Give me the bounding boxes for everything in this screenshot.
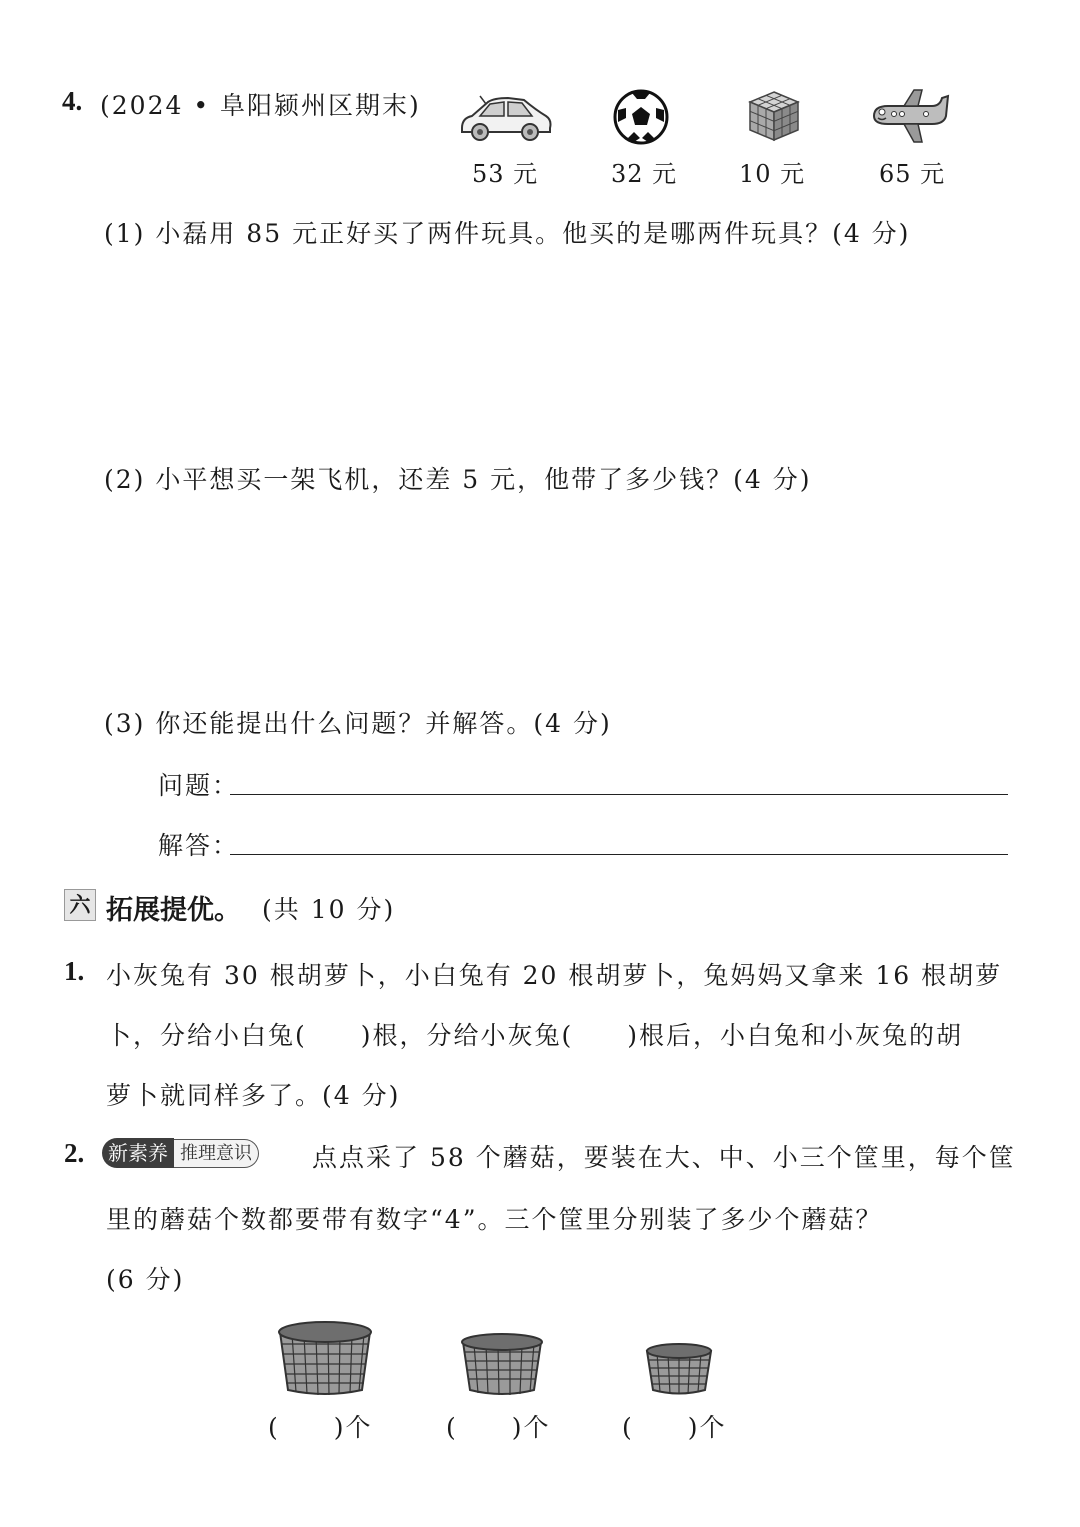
rubiks-cube-price: 10 元 xyxy=(739,160,806,188)
badge-main-label: 新素养 xyxy=(102,1138,174,1168)
section-six-icon: 六 xyxy=(64,889,96,921)
rubiks-cube-icon xyxy=(746,88,802,144)
q1-line2: 卜，分给小白兔( )根，分给小灰兔( )根后，小白兔和小灰兔的胡 xyxy=(106,1021,964,1050)
large-basket-icon xyxy=(276,1320,374,1396)
car-icon xyxy=(458,90,554,146)
medium-basket-blank[interactable]: ( )个 xyxy=(446,1413,551,1442)
q4-sub1: (1) 小磊用 85 元正好买了两件玩具。他买的是哪两件玩具？(4 分) xyxy=(104,219,911,248)
literacy-badge xyxy=(102,1138,259,1168)
q4-sub2: (2) 小平想买一架飞机，还差 5 元，他带了多少钱？(4 分) xyxy=(104,465,812,494)
q2-line2: 里的蘑菇个数都要带有数字“4”。三个筐里分别装了多少个蘑菇？ xyxy=(106,1205,883,1234)
small-basket-blank[interactable]: ( )个 xyxy=(622,1413,727,1442)
q4-sub3: (3) 你还能提出什么问题？并解答。(4 分) xyxy=(104,709,612,738)
badge-sub-label: 推理意识 xyxy=(174,1139,259,1168)
q4-source: (2024 • 阜阳颍州区期末) xyxy=(100,91,421,120)
question-label: 问题： xyxy=(158,771,240,800)
section-six-score: (共 10 分) xyxy=(262,895,396,924)
airplane-price: 65 元 xyxy=(879,160,946,188)
medium-basket-icon xyxy=(460,1332,544,1396)
answer-label: 解答： xyxy=(158,831,240,860)
q1-line3: 萝卜就同样多了。(4 分) xyxy=(106,1081,401,1110)
soccer-ball-icon xyxy=(612,88,670,146)
solution-answer-line[interactable] xyxy=(230,854,1008,855)
section-six-title: 拓展提优。 xyxy=(106,895,241,926)
airplane-icon xyxy=(868,86,950,146)
question-answer-line[interactable] xyxy=(230,794,1008,795)
q2-line1: 点点采了 58 个蘑菇，要装在大、中、小三个筐里，每个筐 xyxy=(312,1143,1016,1172)
q1-number: 1. xyxy=(64,956,85,986)
soccer-ball-price: 32 元 xyxy=(611,160,678,188)
car-price: 53 元 xyxy=(472,160,539,188)
q1-line1: 小灰兔有 30 根胡萝卜，小白兔有 20 根胡萝卜，兔妈妈又拿来 16 根胡萝 xyxy=(106,961,1003,990)
small-basket-icon xyxy=(644,1342,714,1396)
q2-line3: (6 分) xyxy=(106,1265,185,1294)
q4-number: 4. xyxy=(62,86,83,116)
large-basket-blank[interactable]: ( )个 xyxy=(268,1413,373,1442)
q2-number: 2. xyxy=(64,1138,85,1168)
